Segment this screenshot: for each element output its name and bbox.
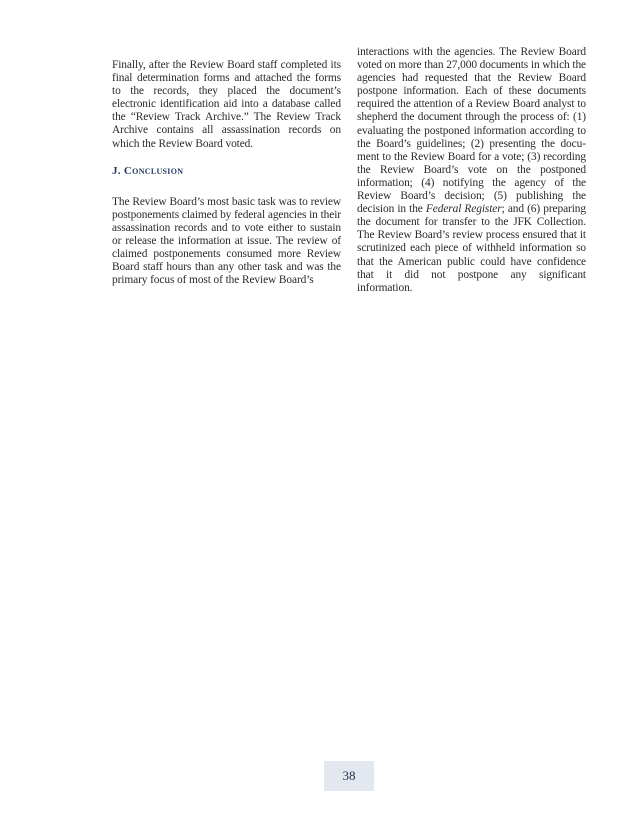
- section-heading-prefix: J.: [112, 164, 121, 177]
- paragraph-agency-interactions: [357, 46, 586, 295]
- paragraph-conclusion: The Review Board’s most basic task was to review postponements claimed by federal agencies in their assassination records and to vote either to sustain or release the information at issue. The review of claimed postponements consumed more Review Board staff hours than any other task and was the primary focus of most of the Review Board’s: [112, 195, 341, 287]
- paragraph-final-determination: Finally, after the Review Board staff completed its final determination forms and attached the forms to the records, they placed the document’s electronic identification aid into a database called the “Review Track Archive.” The Review Track Archive contains all assassination records on which the Review Board voted.: [112, 59, 341, 150]
- section-heading-conclusion: [112, 165, 341, 178]
- page-number: 38: [324, 761, 374, 791]
- italic-federal-register: Federal Register: [425, 203, 502, 216]
- section-heading-title: Conclusion: [123, 164, 184, 177]
- left-column: [112, 59, 341, 287]
- text-before-italic: interactions with the agencies. The Review Board voted on more than 27,000 documents in which the agencies had requested that the Review Board postpone information. Each of these documents required the attention of a Review Board analyst to shepherd the document through the process of: (1) evaluating the postponed information according to the Board’s guidelines; (2) presenting the document to the Review Board for a vote; (3) recording the Review Board’s vote on the postponed information; (4) notifying the agency of the Review Board’s decision; (5) publishing the decision in the: [357, 46, 586, 216]
- text-after-italic: ; and (6) preparing the document for transfer to the JFK Collection. The Review Board’s review process ensured that it scrutinized each piece of withheld information so that the American public could have confidence that it did not postpone any significant information.: [357, 203, 586, 294]
- right-column: [357, 46, 586, 295]
